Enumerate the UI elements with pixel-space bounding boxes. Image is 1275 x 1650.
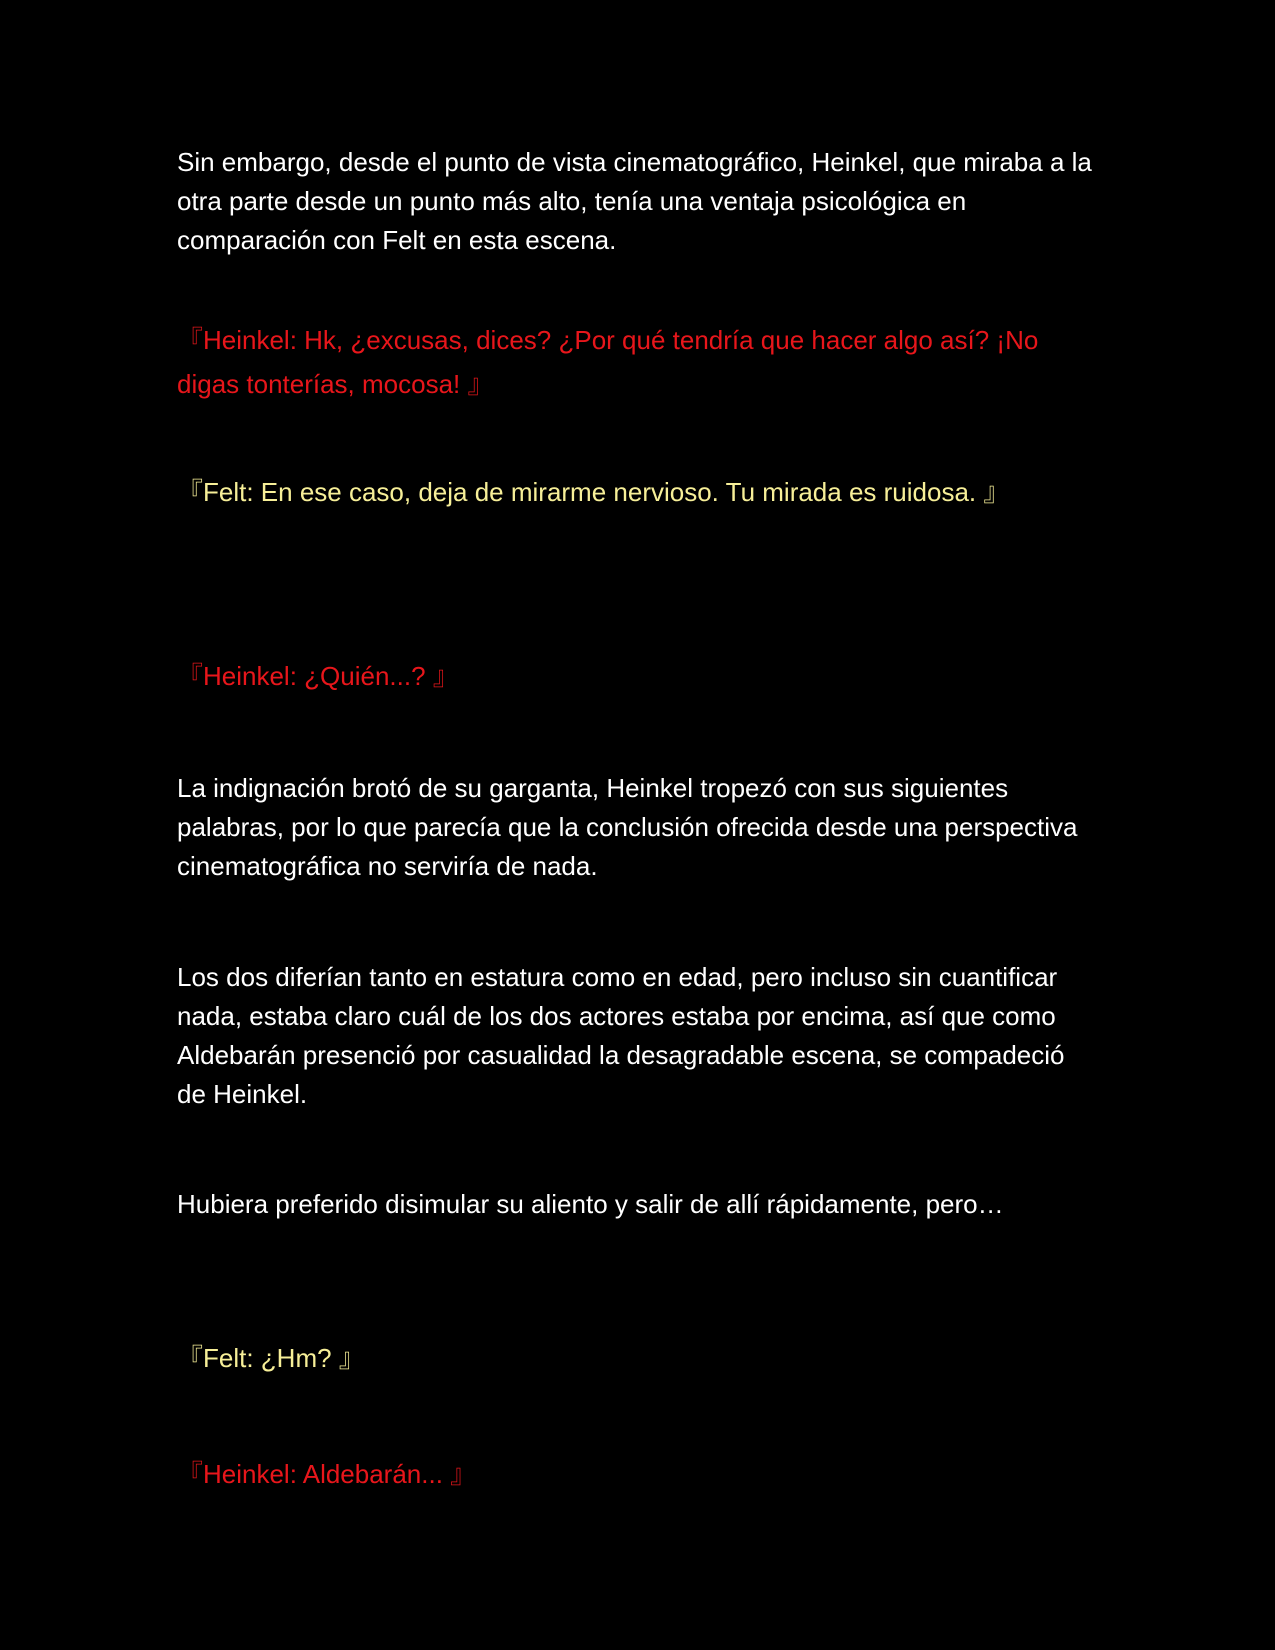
narration-paragraph: Los dos diferían tanto en estatura como en edad, pero incluso sin cuantificar nada, estaba claro cuál de los dos actores estaba por encima, así que como Aldebarán presenció por casualidad la desagradable escena, se compadeció de Heinkel.: [177, 962, 1065, 1109]
dialogue-heinkel: 『Heinkel: Aldebarán... 』: [177, 1459, 477, 1489]
narration-paragraph: La indignación brotó de su garganta, Heinkel tropezó con sus siguientes palabras, por lo que parecía que la conclusión ofrecida desde una perspectiva cinematográfica no serviría de nada.: [177, 773, 1078, 881]
dialogue-felt: 『Felt: ¿Hm? 』: [177, 1343, 365, 1373]
narration-paragraph: Sin embargo, desde el punto de vista cinematográfico, Heinkel, que miraba a la otra parte desde un punto más alto, tenía una ventaja psicológica en comparación con Felt en esta escena.: [177, 147, 1092, 255]
dialogue-heinkel: 『Heinkel: ¿Quién...? 』: [177, 661, 459, 691]
dialogue-heinkel: 『Heinkel: Hk, ¿excusas, dices? ¿Por qué tendría que hacer algo así? ¡No digas tonterías, mocosa! 』: [177, 325, 1039, 399]
dialogue-felt: 『Felt: En ese caso, deja de mirarme nervioso. Tu mirada es ruidosa. 』: [177, 477, 1010, 507]
narration-paragraph: Hubiera preferido disimular su aliento y salir de allí rápidamente, pero…: [177, 1189, 1004, 1219]
